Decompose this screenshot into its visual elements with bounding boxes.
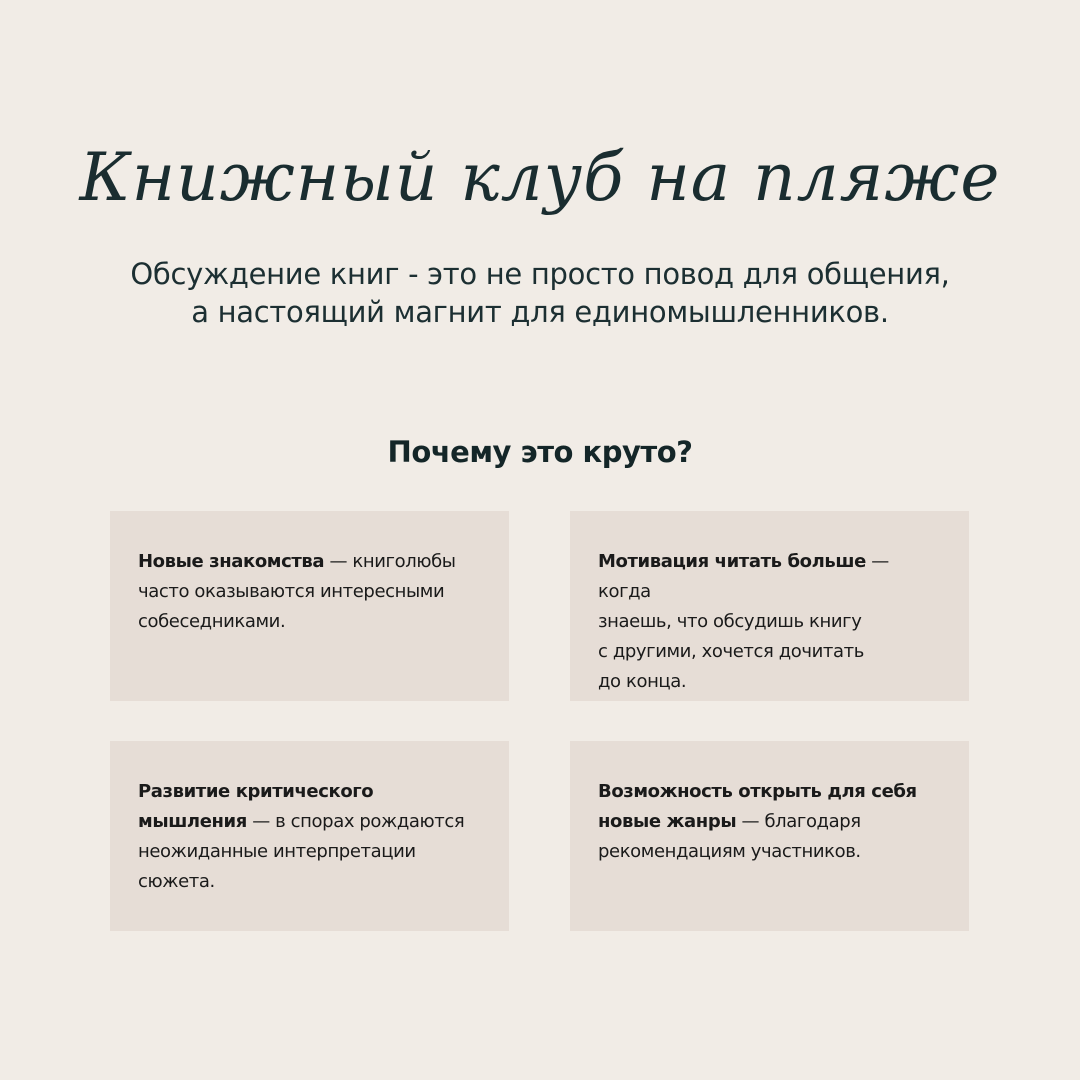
page-title: Книжный клуб на пляже xyxy=(79,139,1001,216)
card-dash: — xyxy=(324,551,353,572)
card-text: неожиданные интерпретации xyxy=(138,841,416,862)
card-text: книголюбы xyxy=(352,551,456,572)
subtitle-line-1: Обсуждение книг - это не просто повод для общения, xyxy=(130,257,950,291)
card-label: новые жанры xyxy=(598,811,737,832)
card-text: благодаря xyxy=(764,811,861,832)
card-text: собеседниками. xyxy=(138,611,286,632)
card-label: мышления xyxy=(138,811,247,832)
card-label: Новые знакомства xyxy=(138,551,325,572)
card-text: рекомендациям участников. xyxy=(598,841,861,862)
card-text: с другими, хочется дочитать xyxy=(598,641,864,662)
card-label: Возможность открыть для себя xyxy=(598,781,917,802)
feature-card-new-genres xyxy=(570,741,969,931)
card-label: Мотивация читать больше xyxy=(598,551,866,572)
feature-card-reading-motivation xyxy=(570,511,969,701)
card-text: до конца. xyxy=(598,671,687,692)
card-text: в спорах рождаются xyxy=(275,811,465,832)
section-heading: Почему это круто? xyxy=(387,435,693,469)
card-text: когда xyxy=(598,581,651,602)
card-dash: — xyxy=(736,811,765,832)
subtitle-line-2: а настоящий магнит для единомышленников. xyxy=(191,295,889,329)
feature-card-new-acquaintances xyxy=(110,511,509,701)
subtitle xyxy=(90,255,990,331)
card-dash: — xyxy=(865,551,889,572)
card-label: Развитие критического xyxy=(138,781,374,802)
card-text: часто оказываются интересными xyxy=(138,581,445,602)
feature-card-critical-thinking xyxy=(110,741,509,931)
card-text: сюжета. xyxy=(138,871,215,892)
card-dash: — xyxy=(246,811,276,832)
card-text: знаешь, что обсудишь книгу xyxy=(598,611,862,632)
